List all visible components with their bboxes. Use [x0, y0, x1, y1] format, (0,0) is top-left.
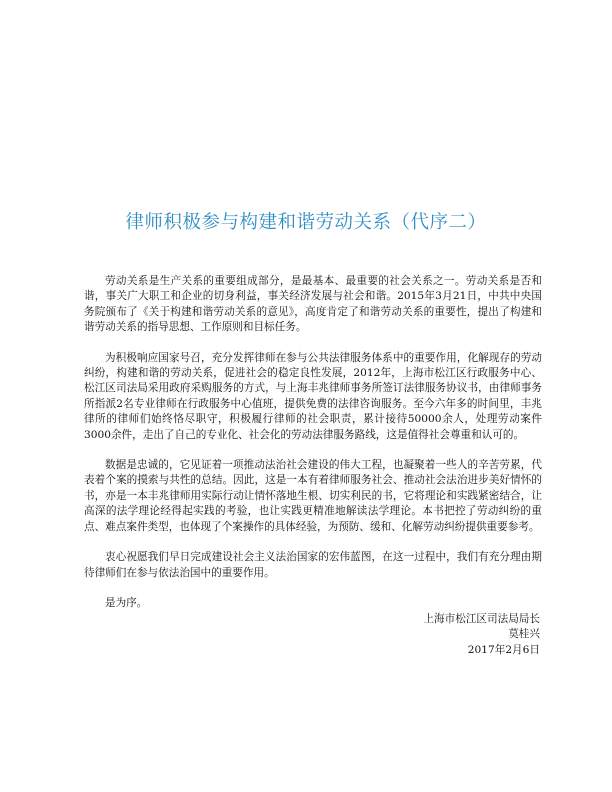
paragraph-2: 为积极响应国家号召，充分发挥律师在参与公共法律服务体系中的重要作用，化解现存的劳动纠纷，构建和谐的劳动关系，促进社会的稳定良性发展，2012年，上海市松江区行政服务中心、松江区司法局采用政府采购服务的方式，与上海丰兆律师事务所签订法律服务协议书，由律师事务所指派2名专业律师在行政服务中心值班，提供免费的法律咨询服务。至今六年多的时间里，丰兆律所的律师们始终恪尽职守，积极履行律师的社会职责，累计接待50000余人，处理劳动案件3000余件，走出了自己的专业化、社会化的劳动法律服务路线，这是值得社会尊重和认可的。: [84, 351, 542, 441]
paragraph-3: 数据是忠诚的，它见证着一项推动法治社会建设的伟大工程，也凝聚着一些人的辛苦劳累，代表着个案的摸索与共性的总结。因此，这是一本有着律师服务社会、推动社会法治进步美好情怀的书，亦是一本丰兆律师用实际行动让情怀落地生根、切实利民的书，它将理论和实践紧密结合，让高深的法学理论经得起实践的考验，也让实践更精准地解读法学理论。本书把控了劳动纠纷的重点、难点案件类型，也体现了个案操作的具体经验，为预防、缓和、化解劳动纠纷提供重要参考。: [84, 459, 542, 533]
signature-date: 2017年2月6日: [467, 643, 540, 656]
signature-block: [320, 612, 540, 658]
paragraph-4: 衷心祝愿我们早日完成建设社会主义法治国家的宏伟蓝图，在这一过程中，我们有充分理由期待律师们在参与依法治国中的重要作用。: [84, 551, 542, 579]
signature-organization: 上海市松江区司法局局长: [423, 613, 540, 625]
closing-line: 是为序。: [105, 596, 148, 609]
document-body: [84, 274, 542, 626]
paragraph-1: 劳动关系是生产关系的重要组成部分，是最基本、最重要的社会关系之一。劳动关系是否和谐，事关广大职工和企业的切身利益，事关经济发展与社会和谐。2015年3月21日，中共中央国务院颁布了《关于构建和谐劳动关系的意见》，高度肯定了和谐劳动关系的重要性，提出了构建和谐劳动关系的指导思想、工作原则和目标任务。: [84, 275, 542, 334]
signature-name: 莫桂兴: [508, 628, 540, 641]
document-title: 律师积极参与构建和谐劳动关系（代序二）: [125, 212, 487, 233]
